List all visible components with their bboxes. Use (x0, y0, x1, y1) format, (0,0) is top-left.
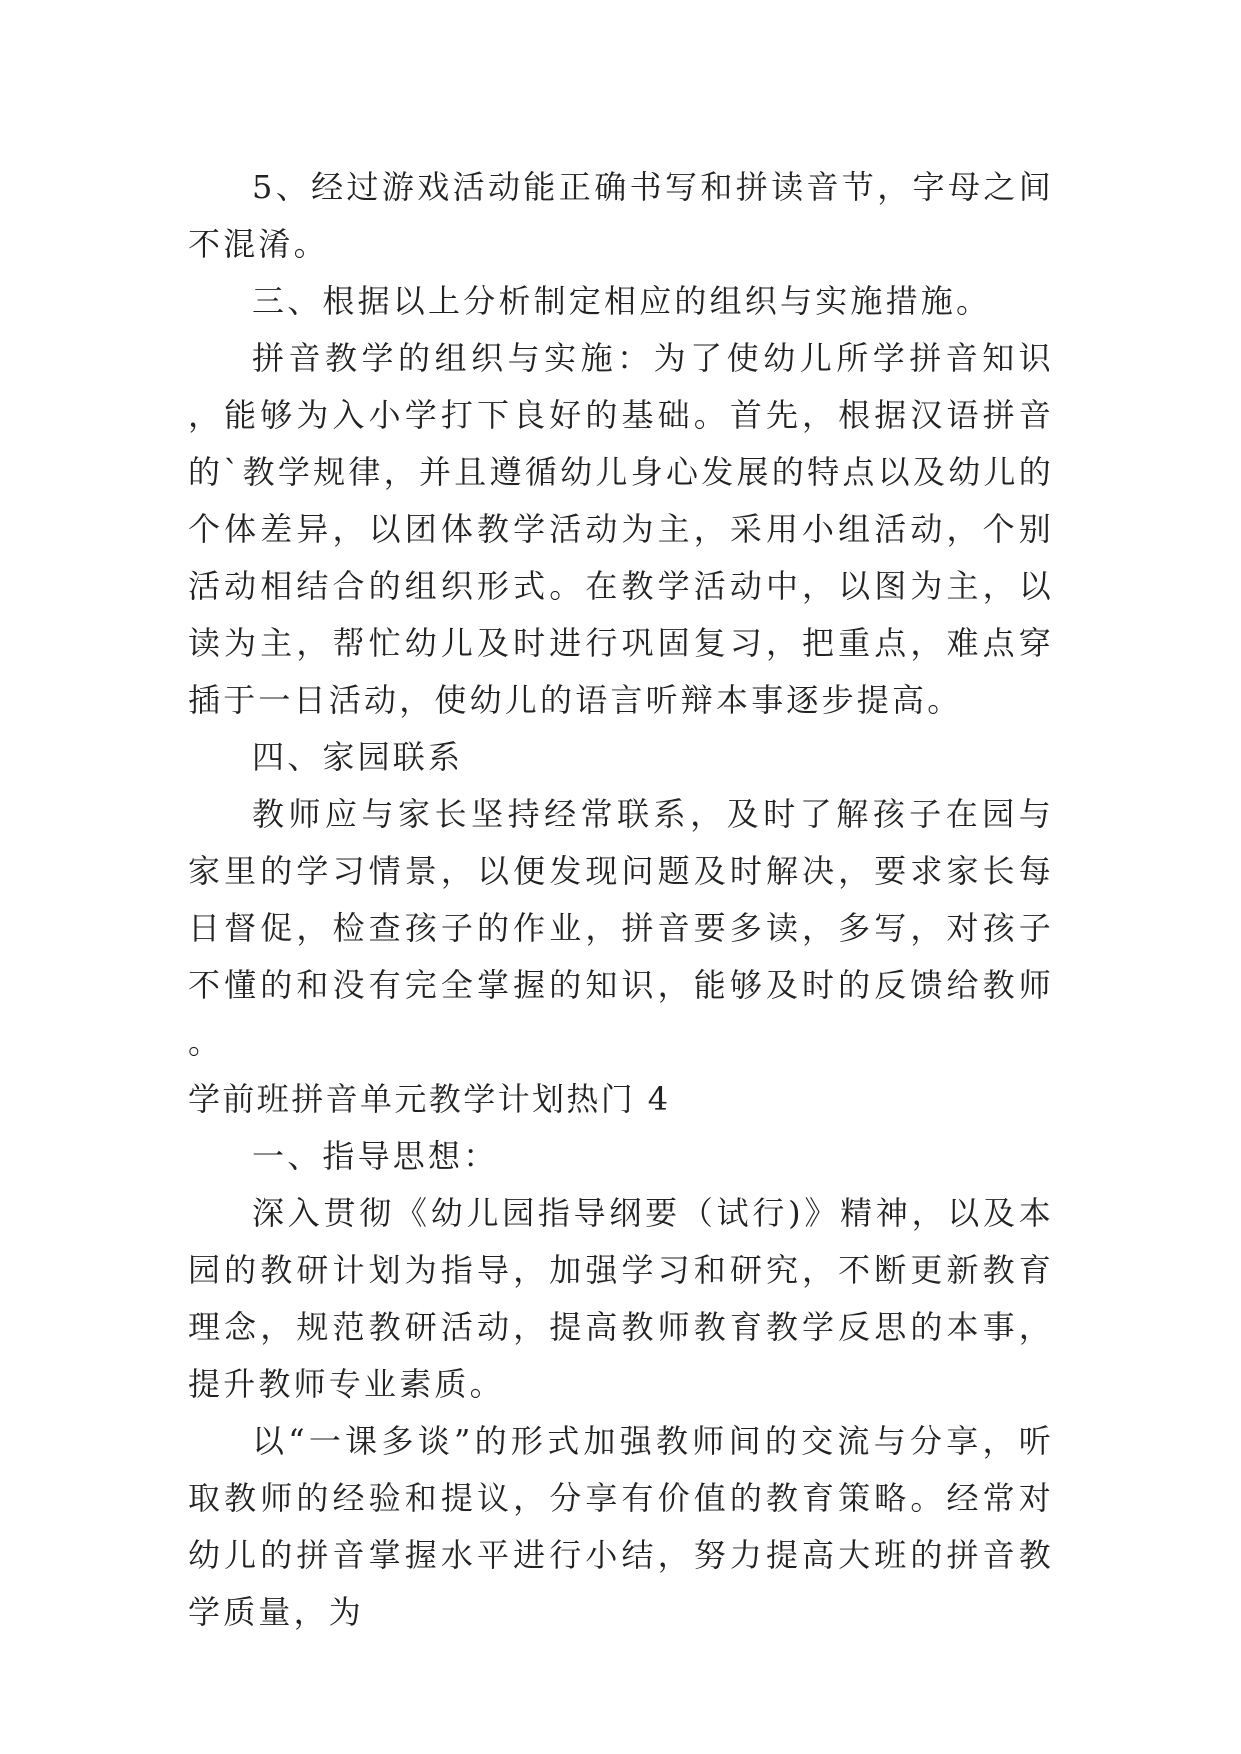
section-title: 学前班拼音单元教学计划热门 4 (188, 1080, 671, 1118)
heading-section-4: 四、家园联系 (252, 738, 464, 776)
paragraph-goal-5: 5、经过游戏活动能正确书写和拼读音节，字母之间不混淆。 (188, 168, 1054, 263)
paragraph-organization: 拼音教学的组织与实施：为了使幼儿所学拼音知识，能够为入小学打下良好的基础。首先，根据汉语拼音的`教学规律，并且遵循幼儿身心发展的特点以及幼儿的个体差异，以团体教学活动为主，采用小组活动，个别活动相结合的组织形式。在教学活动中，以图为主，以读为主，帮忙幼儿及时进行巩固复习，把重点，难点穿插于一日活动，使幼儿的语言听辩本事逐步提高。 (188, 339, 1054, 719)
paragraph-home-contact: 教师应与家长坚持经常联系，及时了解孩子在园与家里的学习情景，以便发现问题及时解决，要求家长每日督促，检查孩子的作业，拼音要多读，多写，对孩子不懂的和没有完全掌握的知识，能够及时的反馈给教师。 (188, 795, 1054, 1061)
paragraph-guideline: 深入贯彻《幼儿园指导纲要（试行)》精神，以及本园的教研计划为指导，加强学习和研究，不断更新教育理念，规范教研活动，提高教师教育教学反思的本事，提升教师专业素质。 (188, 1194, 1054, 1403)
paragraph-exchange: 以“一课多谈”的形式加强教师间的交流与分享，听取教师的经验和提议，分享有价值的教育策略。经常对幼儿的拼音掌握水平进行小结，努力提高大班的拼音教学质量，为 (188, 1422, 1054, 1631)
heading-section-3: 三、根据以上分析制定相应的组织与实施措施。 (252, 282, 992, 320)
heading-guiding-ideology: 一、指导思想： (252, 1137, 499, 1175)
document-body (188, 159, 1054, 1641)
